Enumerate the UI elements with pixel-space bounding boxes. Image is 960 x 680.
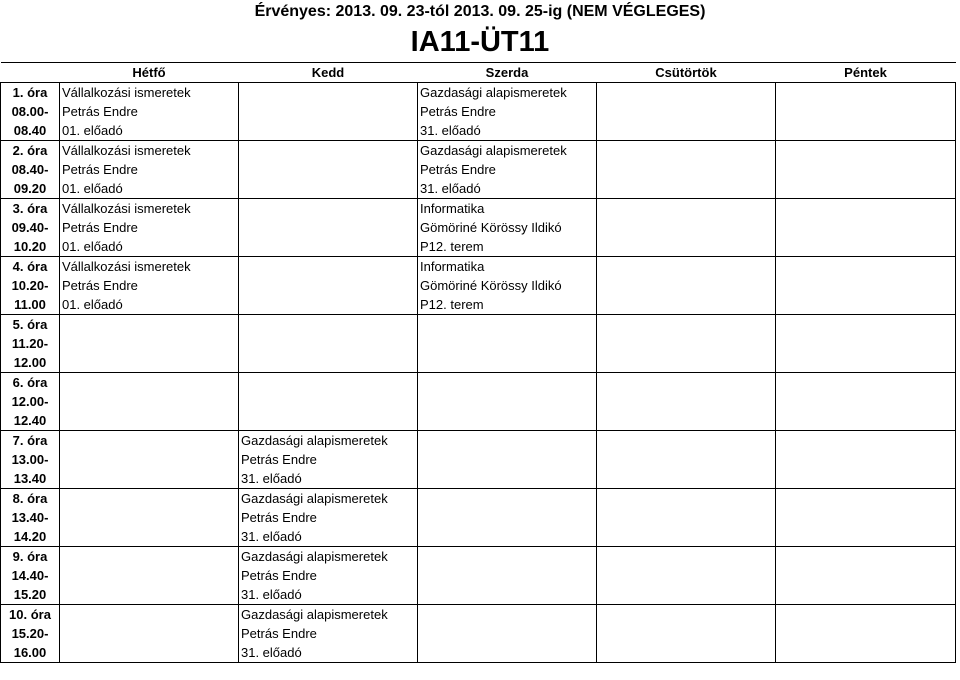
class-title: IA11-ÜT11 — [410, 26, 550, 58]
lesson-cell-wednesday — [418, 547, 597, 605]
time-slot-start: 09.40- — [11, 220, 49, 235]
time-slot-label: 9. óra — [12, 549, 48, 564]
timetable — [0, 62, 956, 663]
lesson-cell-friday — [776, 141, 956, 199]
lesson-cell-thursday — [597, 547, 776, 605]
timetable-row — [1, 199, 956, 257]
lesson-teacher: Petrás Endre — [62, 162, 138, 177]
time-slot-start: 13.00- — [11, 452, 49, 467]
lesson-cell-monday — [60, 141, 239, 199]
lesson-cell-thursday — [597, 431, 776, 489]
lesson-teacher: Gömöriné Körössy Ildikó — [420, 220, 562, 235]
lesson-room: 31. előadó — [241, 645, 302, 660]
lesson-teacher: Petrás Endre — [62, 220, 138, 235]
time-slot-cell — [1, 431, 60, 489]
lesson-cell-friday — [776, 431, 956, 489]
lesson-cell-monday — [60, 199, 239, 257]
lesson-teacher: Petrás Endre — [241, 452, 317, 467]
lesson-cell-friday — [776, 547, 956, 605]
time-slot-end: 16.00 — [13, 645, 47, 660]
time-slot-end: 12.00 — [13, 355, 47, 370]
lesson-cell-wednesday — [418, 83, 597, 141]
lesson-cell-friday — [776, 489, 956, 547]
lesson-cell-tuesday — [239, 315, 418, 373]
lesson-cell-friday — [776, 315, 956, 373]
lesson-cell-monday — [60, 605, 239, 663]
lesson-cell-friday — [776, 373, 956, 431]
time-slot-start: 14.40- — [11, 568, 49, 583]
time-slot-end: 10.20 — [13, 239, 47, 254]
time-slot-end: 14.20 — [13, 529, 47, 544]
timetable-row — [1, 605, 956, 663]
lesson-teacher: Petrás Endre — [420, 104, 496, 119]
day-header-row — [1, 63, 956, 83]
time-slot-start: 08.40- — [11, 162, 49, 177]
timetable-row — [1, 141, 956, 199]
lesson-subject: Gazdasági alapismeretek — [241, 491, 388, 506]
time-slot-start: 10.20- — [11, 278, 49, 293]
lesson-cell-wednesday — [418, 141, 597, 199]
lesson-room: 31. előadó — [241, 529, 302, 544]
lesson-cell-tuesday — [239, 257, 418, 315]
lesson-cell-wednesday — [418, 431, 597, 489]
time-slot-start: 13.40- — [11, 510, 49, 525]
lesson-cell-wednesday — [418, 373, 597, 431]
time-slot-cell — [1, 605, 60, 663]
day-header-thursday: Csütörtök — [597, 63, 776, 83]
lesson-room: 31. előadó — [241, 587, 302, 602]
corner-cell — [1, 63, 60, 83]
timetable-row — [1, 257, 956, 315]
day-header-wednesday: Szerda — [418, 63, 597, 83]
lesson-cell-tuesday — [239, 431, 418, 489]
lesson-subject: Informatika — [420, 259, 485, 274]
lesson-subject: Vállalkozási ismeretek — [62, 143, 191, 158]
lesson-cell-monday — [60, 315, 239, 373]
lesson-room: 01. előadó — [62, 297, 123, 312]
lesson-cell-tuesday — [239, 489, 418, 547]
lesson-subject: Vállalkozási ismeretek — [62, 259, 191, 274]
lesson-cell-friday — [776, 83, 956, 141]
lesson-teacher: Petrás Endre — [241, 626, 317, 641]
lesson-cell-friday — [776, 199, 956, 257]
time-slot-end: 13.40 — [13, 471, 47, 486]
time-slot-end: 09.20 — [13, 181, 47, 196]
lesson — [418, 199, 596, 256]
lesson — [60, 199, 238, 256]
timetable-row — [1, 315, 956, 373]
lesson-cell-wednesday — [418, 315, 597, 373]
lesson-room: 31. előadó — [420, 181, 481, 196]
lesson-room: 01. előadó — [62, 181, 123, 196]
lesson-cell-monday — [60, 489, 239, 547]
time-slot-cell — [1, 141, 60, 199]
lesson-room: P12. terem — [420, 239, 484, 254]
lesson-cell-thursday — [597, 257, 776, 315]
lesson-cell-thursday — [597, 83, 776, 141]
lesson-room: 31. előadó — [420, 123, 481, 138]
time-slot-label: 10. óra — [9, 607, 51, 622]
lesson-cell-monday — [60, 257, 239, 315]
time-slot-cell — [1, 199, 60, 257]
lesson-cell-wednesday — [418, 605, 597, 663]
lesson-teacher: Petrás Endre — [241, 510, 317, 525]
day-header-tuesday: Kedd — [239, 63, 418, 83]
lesson-room: P12. terem — [420, 297, 484, 312]
lesson — [60, 83, 238, 140]
lesson-room: 01. előadó — [62, 123, 123, 138]
lesson — [239, 605, 417, 662]
lesson — [60, 141, 238, 198]
time-slot-cell — [1, 257, 60, 315]
time-slot-cell — [1, 373, 60, 431]
lesson — [418, 83, 596, 140]
time-slot-start: 08.00- — [11, 104, 49, 119]
time-slot-label: 3. óra — [12, 201, 48, 216]
lesson-cell-tuesday — [239, 199, 418, 257]
lesson-subject: Gazdasági alapismeretek — [420, 85, 567, 100]
lesson-cell-tuesday — [239, 605, 418, 663]
timetable-row — [1, 373, 956, 431]
lesson-teacher: Petrás Endre — [62, 278, 138, 293]
day-header-monday: Hétfő — [60, 63, 239, 83]
lesson-teacher: Gömöriné Körössy Ildikó — [420, 278, 562, 293]
lesson-cell-monday — [60, 547, 239, 605]
lesson-subject: Vállalkozási ismeretek — [62, 85, 191, 100]
lesson-cell-monday — [60, 431, 239, 489]
time-slot-end: 15.20 — [13, 587, 47, 602]
timetable-row — [1, 489, 956, 547]
time-slot-label: 5. óra — [12, 317, 48, 332]
lesson — [418, 257, 596, 314]
lesson-cell-monday — [60, 373, 239, 431]
validity-heading: Érvényes: 2013. 09. 23-tól 2013. 09. 25-ig (NEM VÉGLEGES) — [254, 3, 706, 20]
day-header-friday: Péntek — [776, 63, 956, 83]
lesson-cell-friday — [776, 257, 956, 315]
lesson-room: 31. előadó — [241, 471, 302, 486]
time-slot-end: 08.40 — [13, 123, 47, 138]
time-slot-start: 15.20- — [11, 626, 49, 641]
lesson-cell-wednesday — [418, 489, 597, 547]
lesson-cell-wednesday — [418, 257, 597, 315]
lesson-subject: Gazdasági alapismeretek — [241, 549, 388, 564]
time-slot-start: 12.00- — [11, 394, 49, 409]
lesson-cell-thursday — [597, 605, 776, 663]
lesson-subject: Gazdasági alapismeretek — [241, 433, 388, 448]
timetable-row — [1, 83, 956, 141]
lesson — [239, 547, 417, 604]
lesson-cell-thursday — [597, 373, 776, 431]
lesson-cell-tuesday — [239, 373, 418, 431]
time-slot-label: 6. óra — [12, 375, 48, 390]
time-slot-start: 11.20- — [11, 336, 49, 351]
timetable-row — [1, 547, 956, 605]
lesson — [239, 431, 417, 488]
time-slot-label: 7. óra — [12, 433, 48, 448]
time-slot-label: 4. óra — [12, 259, 48, 274]
time-slot-end: 12.40 — [13, 413, 47, 428]
lesson-subject: Informatika — [420, 201, 485, 216]
lesson — [60, 257, 238, 314]
lesson — [239, 489, 417, 546]
time-slot-cell — [1, 315, 60, 373]
lesson-subject: Vállalkozási ismeretek — [62, 201, 191, 216]
lesson-cell-thursday — [597, 315, 776, 373]
lesson-subject: Gazdasági alapismeretek — [241, 607, 388, 622]
lesson-teacher: Petrás Endre — [420, 162, 496, 177]
lesson-cell-friday — [776, 605, 956, 663]
time-slot-cell — [1, 489, 60, 547]
lesson — [418, 141, 596, 198]
lesson-cell-monday — [60, 83, 239, 141]
time-slot-cell — [1, 547, 60, 605]
time-slot-label: 8. óra — [12, 491, 48, 506]
lesson-cell-thursday — [597, 141, 776, 199]
lesson-subject: Gazdasági alapismeretek — [420, 143, 567, 158]
lesson-cell-tuesday — [239, 141, 418, 199]
lesson-cell-wednesday — [418, 199, 597, 257]
timetable-row — [1, 431, 956, 489]
time-slot-label: 1. óra — [12, 85, 48, 100]
lesson-teacher: Petrás Endre — [62, 104, 138, 119]
time-slot-cell — [1, 83, 60, 141]
lesson-cell-tuesday — [239, 547, 418, 605]
time-slot-label: 2. óra — [12, 143, 48, 158]
lesson-cell-thursday — [597, 489, 776, 547]
lesson-teacher: Petrás Endre — [241, 568, 317, 583]
lesson-cell-thursday — [597, 199, 776, 257]
time-slot-end: 11.00 — [14, 297, 46, 312]
lesson-cell-tuesday — [239, 83, 418, 141]
lesson-room: 01. előadó — [62, 239, 123, 254]
